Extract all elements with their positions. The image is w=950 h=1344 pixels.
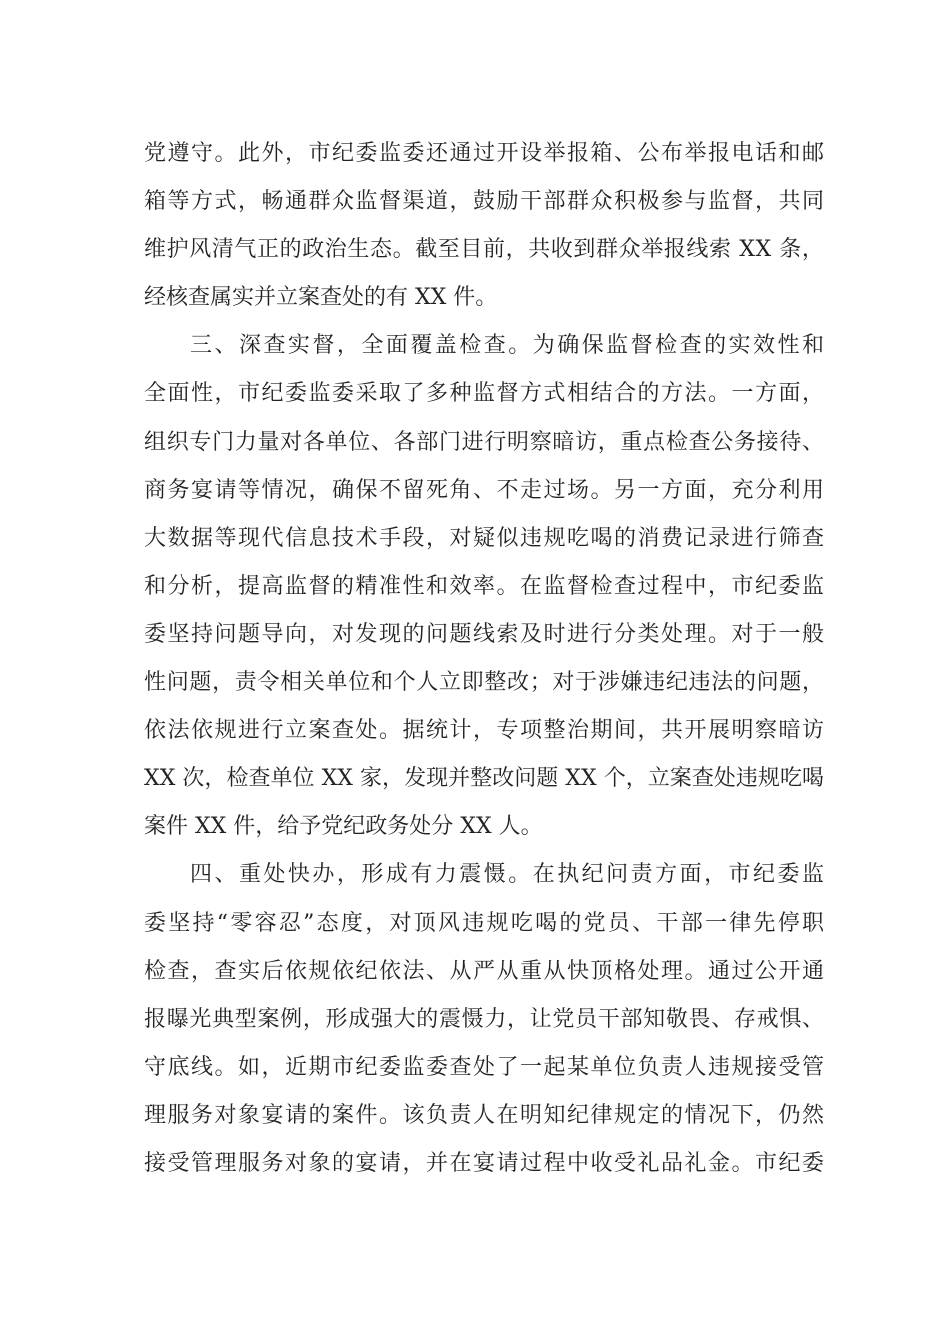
section-4-heading-line: 四、重处快办，形成有力震慑。在执纪问责方面，市纪委监 <box>190 862 827 888</box>
text-line: 党遵守。此外，市纪委监委还通过开设举报箱、公布举报电话和邮 <box>144 141 826 166</box>
text-line: 经核查属实并立案查处的有 XX 件。 <box>144 285 498 311</box>
text-line: 检查，查实后依规依纪依法、从严从重从快顶格处理。通过公开通 <box>144 958 826 984</box>
text-line: 案件 XX 件，给予党纪政务处分 XX 人。 <box>144 814 543 840</box>
text-line: 全面性，市纪委监委采取了多种监督方式相结合的方法。一方面， <box>144 381 826 407</box>
text-line: 和分析，提高监督的精准性和效率。在监督检查过程中，市纪委监 <box>144 573 826 599</box>
text-line: 组织专门力量对各单位、各部门进行明察暗访，重点检查公务接待、 <box>144 429 825 455</box>
text-line: 箱等方式，畅通群众监督渠道，鼓励干部群众积极参与监督，共同 <box>144 189 826 215</box>
text-line: 商务宴请等情况，确保不留死角、不走过场。另一方面，充分利用 <box>144 477 826 503</box>
text-line: 大数据等现代信息技术手段，对疑似违规吃喝的消费记录进行筛查 <box>144 525 826 551</box>
section-3-heading-line: 三、深查实督，全面覆盖检查。为确保监督检查的实效性和 <box>190 333 827 359</box>
text-line: 守底线。如，近期市纪委监委查处了一起某单位负责人违规接受管 <box>144 1054 826 1080</box>
text-line: 依法依规进行立案查处。据统计，专项整治期间，共开展明察暗访 <box>144 718 826 744</box>
text-line: 委坚持问题导向，对发现的问题线索及时进行分类处理。对于一般 <box>144 621 826 647</box>
body-text <box>144 130 827 1188</box>
text-line: 委坚持“零容忍”态度，对顶风违规吃喝的党员、干部一律先停职 <box>144 910 827 936</box>
text-line: 理服务对象宴请的案件。该负责人在明知纪律规定的情况下，仍然 <box>144 1102 826 1128</box>
text-line: XX 次，检查单位 XX 家，发现并整改问题 XX 个，立案查处违规吃喝 <box>144 766 825 792</box>
text-line: 性问题，责令相关单位和个人立即整改；对于涉嫌违纪违法的问题， <box>144 670 825 696</box>
text-line: 接受管理服务对象的宴请，并在宴请过程中收受礼品礼金。市纪委 <box>144 1150 826 1176</box>
text-line: 报曝光典型案例，形成强大的震慑力，让党员干部知敬畏、存戒惧、 <box>144 1006 825 1032</box>
text-line: 维护风清气正的政治生态。截至目前，共收到群众举报线索 XX 条， <box>144 237 825 263</box>
